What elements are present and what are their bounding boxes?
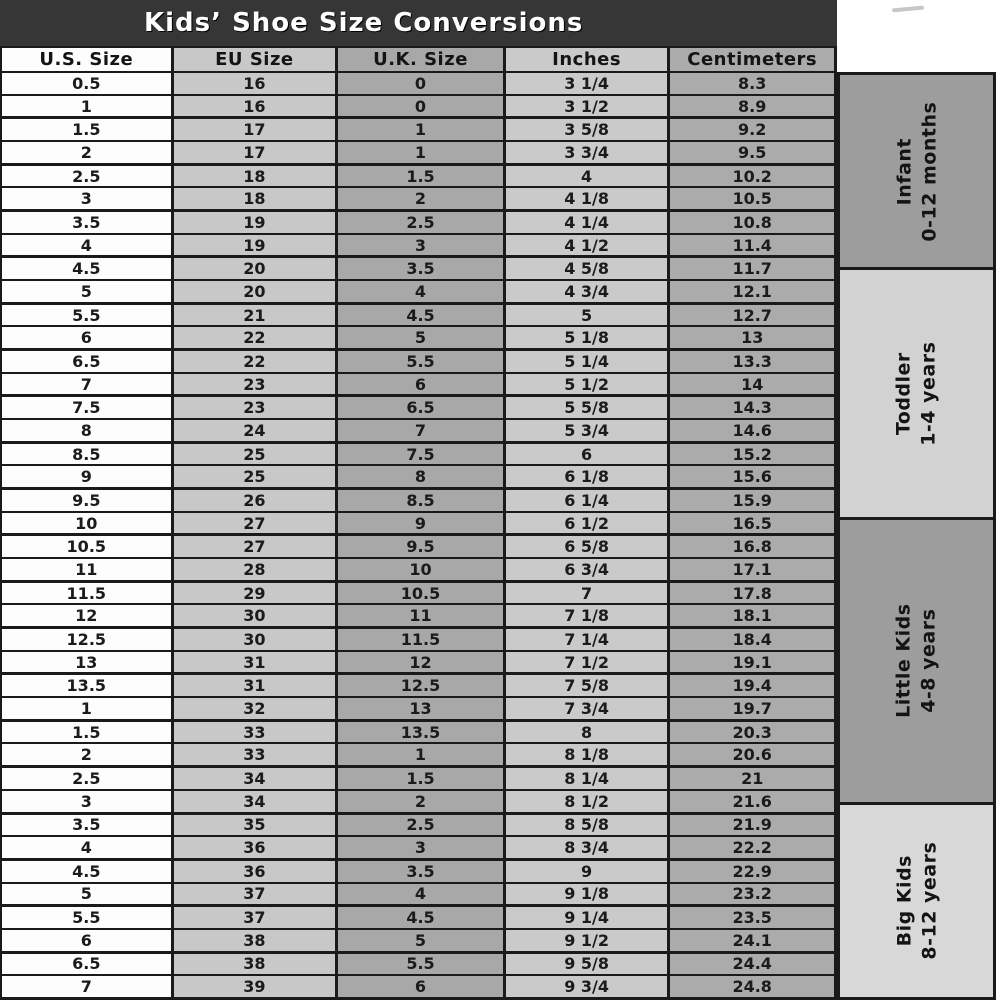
table-cell: 5 3/4 <box>506 420 671 441</box>
table-cell: 11.7 <box>670 258 837 279</box>
table-cell: 5 <box>338 327 506 348</box>
table-cell: 3.5 <box>338 861 506 882</box>
table-cell: 21.6 <box>670 791 837 812</box>
table-cell: 5.5 <box>2 907 174 928</box>
table-cell: 12 <box>2 605 174 626</box>
table-cell: 17 <box>174 142 339 163</box>
table-cell: 22 <box>174 351 339 372</box>
table-cell: 15.2 <box>670 444 837 465</box>
column-header-eu-size: EU Size <box>174 48 339 71</box>
table-cell: 10.5 <box>2 536 174 557</box>
table-cell: 19.1 <box>670 652 837 673</box>
table-row <box>2 374 837 398</box>
table-row <box>2 142 837 166</box>
table-row <box>2 976 837 1000</box>
table-cell: 13.5 <box>2 675 174 696</box>
table-row <box>2 536 837 559</box>
table-cell: 7 <box>506 583 671 604</box>
table-cell: 17.8 <box>670 583 837 604</box>
table-cell: 4 <box>338 281 506 302</box>
table-cell: 9 1/4 <box>506 907 671 928</box>
table-row <box>2 258 837 281</box>
table-cell: 8 5/8 <box>506 815 671 836</box>
table-cell: 11.4 <box>670 235 837 256</box>
table-cell: 7 5/8 <box>506 675 671 696</box>
table-cell: 14.3 <box>670 397 837 418</box>
table-cell: 27 <box>174 536 339 557</box>
table-cell: 4 1/8 <box>506 188 671 209</box>
table-cell: 7 3/4 <box>506 698 671 719</box>
table-cell: 8.9 <box>670 96 837 117</box>
table-row <box>2 235 837 259</box>
table-cell: 3 <box>2 188 174 209</box>
table-cell: 26 <box>174 490 339 511</box>
table-cell: 6 5/8 <box>506 536 671 557</box>
table-cell: 23 <box>174 374 339 395</box>
table-cell: 34 <box>174 791 339 812</box>
table-cell: 9.5 <box>2 490 174 511</box>
table-cell: 10.5 <box>670 188 837 209</box>
blank-corner <box>837 0 1000 72</box>
table-row <box>2 466 837 490</box>
table-cell: 0.5 <box>2 73 174 94</box>
table-cell: 24.8 <box>670 976 837 997</box>
table-cell: 10 <box>2 513 174 534</box>
table-cell: 3 <box>338 235 506 256</box>
table-cell: 2 <box>2 744 174 765</box>
table-cell: 4 1/2 <box>506 235 671 256</box>
table-cell: 6 <box>338 374 506 395</box>
table-cell: 18 <box>174 166 339 187</box>
table-cell: 11.5 <box>338 629 506 650</box>
table-cell: 7.5 <box>338 444 506 465</box>
table-cell: 16 <box>174 96 339 117</box>
table-cell: 36 <box>174 837 339 858</box>
table-cell: 22.9 <box>670 861 837 882</box>
table-cell: 38 <box>174 930 339 951</box>
table-cell: 3 5/8 <box>506 119 671 140</box>
table-cell: 9 1/2 <box>506 930 671 951</box>
table-row <box>2 698 837 722</box>
table-cell: 28 <box>174 559 339 580</box>
table-cell: 12.5 <box>2 629 174 650</box>
table-body <box>0 73 837 1000</box>
table-cell: 1 <box>338 142 506 163</box>
table-cell: 20 <box>174 258 339 279</box>
table-cell: 11 <box>338 605 506 626</box>
table-cell: 9 5/8 <box>506 954 671 975</box>
table-cell: 3 1/4 <box>506 73 671 94</box>
table-cell: 19 <box>174 212 339 233</box>
table-cell: 4 <box>2 235 174 256</box>
table-cell: 4 <box>338 884 506 905</box>
table-cell: 18.4 <box>670 629 837 650</box>
table-row <box>2 768 837 791</box>
table-cell: 9.5 <box>338 536 506 557</box>
table-cell: 4 3/4 <box>506 281 671 302</box>
table-cell: 8 <box>2 420 174 441</box>
table-cell: 1 <box>2 698 174 719</box>
table-row <box>2 96 837 120</box>
table-cell: 8 3/4 <box>506 837 671 858</box>
table-cell: 23 <box>174 397 339 418</box>
table-cell: 1.5 <box>2 119 174 140</box>
table-cell: 2.5 <box>2 166 174 187</box>
age-group-big-kids <box>837 805 996 1000</box>
table-row <box>2 652 837 676</box>
table-cell: 12 <box>338 652 506 673</box>
table-cell: 1 <box>338 744 506 765</box>
table-cell: 22 <box>174 327 339 348</box>
table-cell: 5.5 <box>338 954 506 975</box>
table-row <box>2 73 837 96</box>
table-cell: 4 5/8 <box>506 258 671 279</box>
table-cell: 24 <box>174 420 339 441</box>
table-cell: 5.5 <box>2 305 174 326</box>
table-cell: 2 <box>338 188 506 209</box>
table-cell: 23.5 <box>670 907 837 928</box>
column-header-us-size: U.S. Size <box>2 48 174 71</box>
table-cell: 6.5 <box>2 954 174 975</box>
table-cell: 7 1/2 <box>506 652 671 673</box>
table-cell: 9 <box>2 466 174 487</box>
table-cell: 3 1/2 <box>506 96 671 117</box>
table-cell: 11.5 <box>2 583 174 604</box>
table-row <box>2 444 837 467</box>
table-cell: 16.5 <box>670 513 837 534</box>
table-cell: 39 <box>174 976 339 997</box>
table-cell: 8.5 <box>2 444 174 465</box>
table-cell: 20.3 <box>670 722 837 743</box>
table-cell: 7 <box>338 420 506 441</box>
table-cell: 5 1/8 <box>506 327 671 348</box>
table-cell: 0 <box>338 96 506 117</box>
table-cell: 18 <box>174 188 339 209</box>
table-cell: 6 3/4 <box>506 559 671 580</box>
table-cell: 17 <box>174 119 339 140</box>
table-row <box>2 305 837 328</box>
table-row <box>2 629 837 652</box>
table-cell: 2 <box>338 791 506 812</box>
table-cell: 33 <box>174 744 339 765</box>
table-cell: 12.1 <box>670 281 837 302</box>
table-cell: 3.5 <box>338 258 506 279</box>
table-cell: 5 <box>2 281 174 302</box>
table-cell: 1.5 <box>338 166 506 187</box>
table-row <box>2 327 837 351</box>
column-header-centimeters: Centimeters <box>670 48 837 71</box>
age-group-infant <box>837 72 996 270</box>
age-group-sections <box>837 72 1000 1000</box>
table-cell: 18.1 <box>670 605 837 626</box>
table-cell: 9.5 <box>670 142 837 163</box>
table-cell: 10.2 <box>670 166 837 187</box>
table-cell: 1 <box>2 96 174 117</box>
table-cell: 31 <box>174 675 339 696</box>
table-row <box>2 513 837 537</box>
table-cell: 5 5/8 <box>506 397 671 418</box>
table-row <box>2 188 837 212</box>
table-cell: 22.2 <box>670 837 837 858</box>
table-cell: 5 <box>338 930 506 951</box>
table-cell: 32 <box>174 698 339 719</box>
table-row <box>2 930 837 954</box>
table-cell: 6 1/4 <box>506 490 671 511</box>
table-cell: 30 <box>174 605 339 626</box>
table-cell: 23.2 <box>670 884 837 905</box>
table-cell: 8 <box>338 466 506 487</box>
table-cell: 9 1/8 <box>506 884 671 905</box>
table-row <box>2 397 837 420</box>
age-group-little-kids <box>837 520 996 805</box>
table-cell: 3.5 <box>2 815 174 836</box>
table-row <box>2 119 837 142</box>
table-cell: 6 <box>338 976 506 997</box>
table-cell: 1.5 <box>2 722 174 743</box>
table-cell: 30 <box>174 629 339 650</box>
table-cell: 12.7 <box>670 305 837 326</box>
table-cell: 10.5 <box>338 583 506 604</box>
table-cell: 10.8 <box>670 212 837 233</box>
table-cell: 29 <box>174 583 339 604</box>
table-cell: 2.5 <box>338 212 506 233</box>
table-cell: 16.8 <box>670 536 837 557</box>
column-header-inches: Inches <box>506 48 671 71</box>
table-row <box>2 722 837 745</box>
table-cell: 10 <box>338 559 506 580</box>
table-row <box>2 212 837 235</box>
table-cell: 19.4 <box>670 675 837 696</box>
table-cell: 38 <box>174 954 339 975</box>
table-cell: 20 <box>174 281 339 302</box>
table-cell: 12.5 <box>338 675 506 696</box>
table-cell: 37 <box>174 884 339 905</box>
scan-smudge-artifact <box>892 6 924 13</box>
table-cell: 4.5 <box>2 258 174 279</box>
table-cell: 33 <box>174 722 339 743</box>
table-cell: 8 <box>506 722 671 743</box>
table-row <box>2 420 837 444</box>
page-title: Kids’ Shoe Size Conversions <box>144 8 584 38</box>
table-cell: 3 3/4 <box>506 142 671 163</box>
table-row <box>2 605 837 629</box>
column-header-uk-size: U.K. Size <box>338 48 506 71</box>
table-cell: 3 <box>338 837 506 858</box>
table-row <box>2 837 837 861</box>
table-row <box>2 281 837 305</box>
table-row <box>2 861 837 884</box>
age-group-label: Infant 0-12 months <box>892 101 940 242</box>
table-cell: 6 1/8 <box>506 466 671 487</box>
table-cell: 27 <box>174 513 339 534</box>
table-cell: 6 <box>2 327 174 348</box>
table-cell: 13 <box>670 327 837 348</box>
table-cell: 7 <box>2 374 174 395</box>
table-cell: 21.9 <box>670 815 837 836</box>
table-row <box>2 166 837 189</box>
table-row <box>2 675 837 698</box>
age-group-toddler <box>837 270 996 519</box>
table-cell: 2 <box>2 142 174 163</box>
table-cell: 35 <box>174 815 339 836</box>
table-cell: 8 1/8 <box>506 744 671 765</box>
table-cell: 5 1/2 <box>506 374 671 395</box>
table-header-row <box>0 46 837 73</box>
table-cell: 5 <box>2 884 174 905</box>
table-cell: 21 <box>174 305 339 326</box>
table-cell: 6 <box>506 444 671 465</box>
table-cell: 4 1/4 <box>506 212 671 233</box>
table-cell: 34 <box>174 768 339 789</box>
table-cell: 6.5 <box>2 351 174 372</box>
age-group-sidebar <box>837 0 1000 1000</box>
table-cell: 17.1 <box>670 559 837 580</box>
table-cell: 19 <box>174 235 339 256</box>
table-cell: 13 <box>2 652 174 673</box>
table-cell: 9 <box>506 861 671 882</box>
table-cell: 15.9 <box>670 490 837 511</box>
table-row <box>2 907 837 930</box>
table-cell: 7 1/8 <box>506 605 671 626</box>
table-cell: 14.6 <box>670 420 837 441</box>
age-group-label: Little Kids 4-8 years <box>892 603 940 718</box>
table-cell: 4.5 <box>338 907 506 928</box>
table-row <box>2 559 837 583</box>
table-cell: 21 <box>670 768 837 789</box>
table-cell: 4.5 <box>2 861 174 882</box>
table-cell: 7.5 <box>2 397 174 418</box>
age-group-label: Big Kids 8-12 years <box>892 841 940 960</box>
table-cell: 9.2 <box>670 119 837 140</box>
table-row <box>2 884 837 908</box>
table-row <box>2 954 837 977</box>
table-cell: 4 <box>506 166 671 187</box>
table-cell: 4 <box>2 837 174 858</box>
table-cell: 19.7 <box>670 698 837 719</box>
table-cell: 6.5 <box>338 397 506 418</box>
age-group-label: Toddler 1-4 years <box>892 341 940 446</box>
table-row <box>2 815 837 838</box>
table-cell: 37 <box>174 907 339 928</box>
table-cell: 16 <box>174 73 339 94</box>
table-cell: 4.5 <box>338 305 506 326</box>
table-row <box>2 583 837 606</box>
table-cell: 13.3 <box>670 351 837 372</box>
table-cell: 36 <box>174 861 339 882</box>
table-cell: 6 1/2 <box>506 513 671 534</box>
table-cell: 3 <box>2 791 174 812</box>
table-cell: 3.5 <box>2 212 174 233</box>
table-cell: 25 <box>174 466 339 487</box>
table-cell: 5.5 <box>338 351 506 372</box>
table-cell: 24.4 <box>670 954 837 975</box>
table-row <box>2 490 837 513</box>
table-cell: 24.1 <box>670 930 837 951</box>
table-cell: 8 1/2 <box>506 791 671 812</box>
table-cell: 11 <box>2 559 174 580</box>
table-cell: 8.5 <box>338 490 506 511</box>
table-row <box>2 744 837 768</box>
table-cell: 6 <box>2 930 174 951</box>
table-cell: 14 <box>670 374 837 395</box>
table-cell: 8 1/4 <box>506 768 671 789</box>
table-cell: 5 1/4 <box>506 351 671 372</box>
table-cell: 31 <box>174 652 339 673</box>
table-cell: 13 <box>338 698 506 719</box>
table-cell: 7 <box>2 976 174 997</box>
table-cell: 5 <box>506 305 671 326</box>
table-cell: 0 <box>338 73 506 94</box>
table-row <box>2 351 837 374</box>
title-bar <box>0 0 837 46</box>
table-cell: 15.6 <box>670 466 837 487</box>
table-cell: 2.5 <box>2 768 174 789</box>
table-cell: 1.5 <box>338 768 506 789</box>
table-cell: 9 3/4 <box>506 976 671 997</box>
table-cell: 2.5 <box>338 815 506 836</box>
table-row <box>2 791 837 815</box>
table-cell: 13.5 <box>338 722 506 743</box>
table-cell: 20.6 <box>670 744 837 765</box>
table-cell: 9 <box>338 513 506 534</box>
table-cell: 1 <box>338 119 506 140</box>
table-cell: 7 1/4 <box>506 629 671 650</box>
table-cell: 8.3 <box>670 73 837 94</box>
table-cell: 25 <box>174 444 339 465</box>
